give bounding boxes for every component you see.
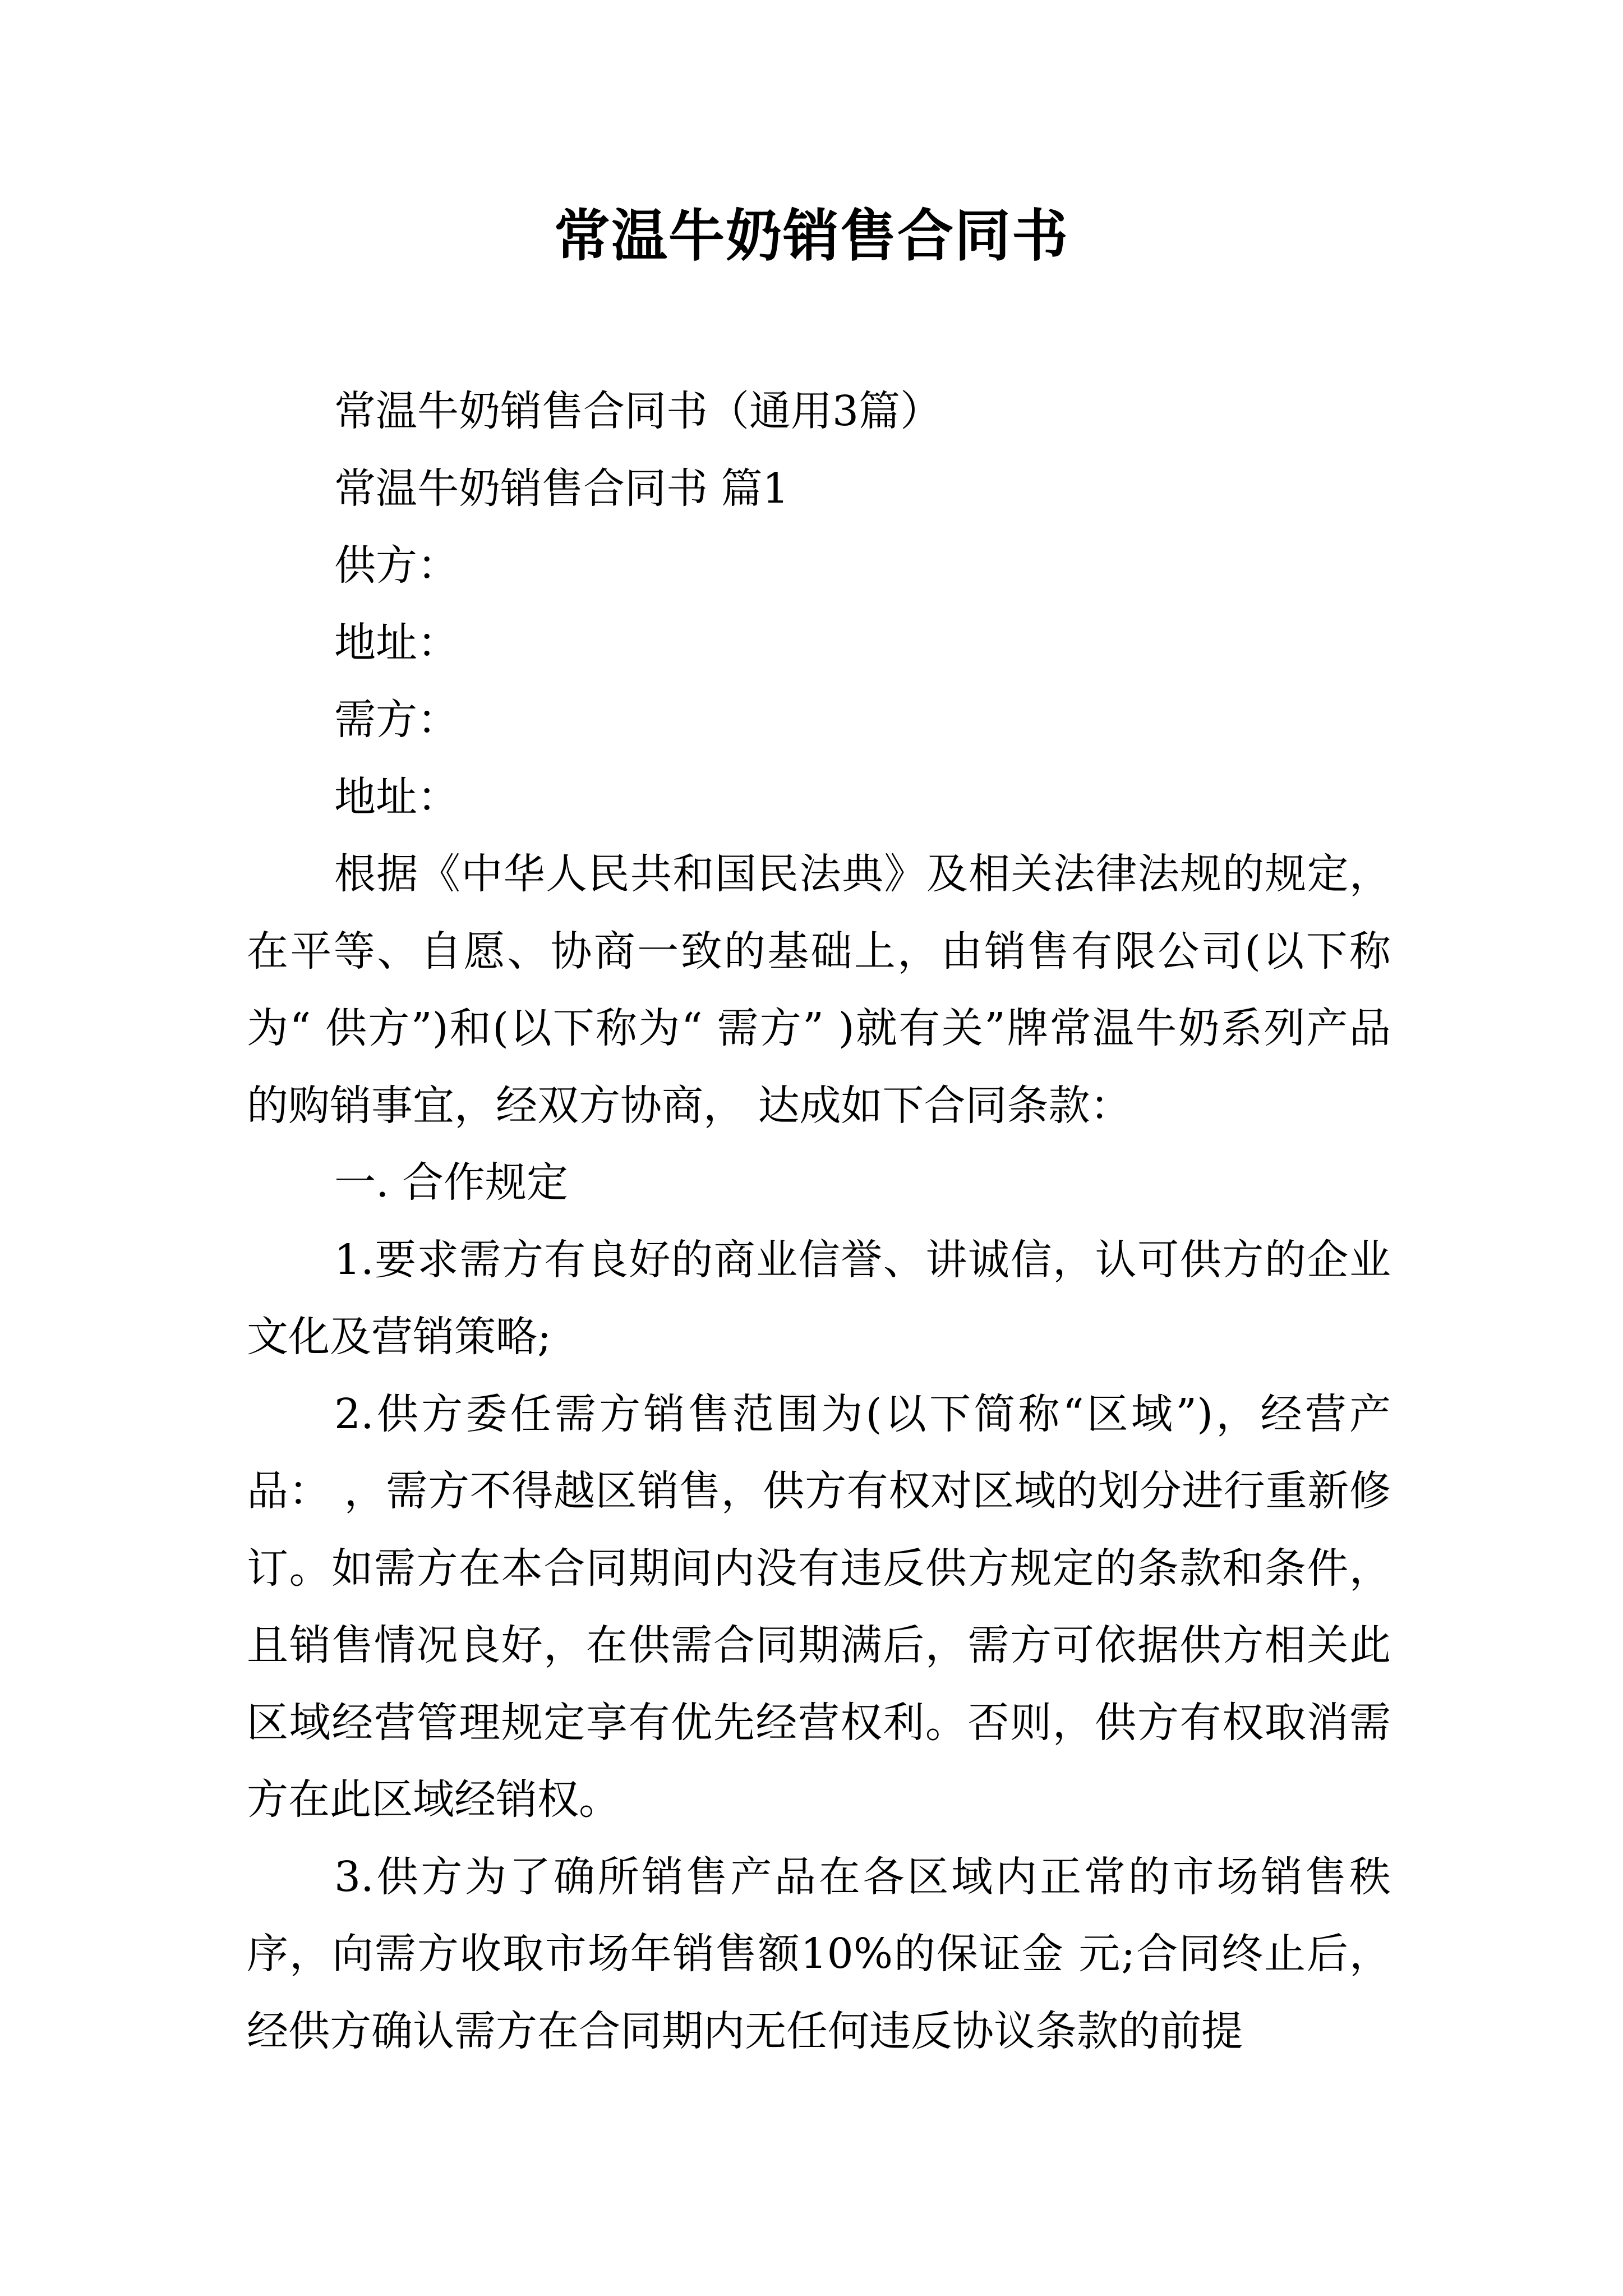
supplier-address-label: 地址： bbox=[334, 618, 459, 667]
preamble-paragraph: 根据《中华人民共和国民法典》及相关法律法规的规定，在平等、自愿、协商一致的基础上，由销售有限公司(以下称为“ 供方”)和(以下称为“ 需方” )就有关”牌常温牛奶系列产品的购销事宜，经双方协商， 达成如下合同条款： bbox=[247, 850, 1391, 1130]
clause-1-paragraph: 1.要求需方有良好的商业信誉、讲诚信，认可供方的企业文化及营销策略; bbox=[247, 1235, 1391, 1361]
clause-heading: 一. 合作规定 bbox=[334, 1158, 569, 1207]
supplier-label: 供方： bbox=[334, 541, 459, 590]
document-title: 常温牛奶销售合同书 bbox=[554, 203, 1069, 269]
section-heading: 常温牛奶销售合同书 篇1 bbox=[334, 464, 789, 513]
subtitle-line: 常温牛奶销售合同书（通用3篇） bbox=[334, 387, 942, 435]
buyer-address-label: 地址： bbox=[334, 772, 459, 821]
document-body bbox=[247, 373, 1391, 2070]
clause-3-paragraph: 3.供方为了确所销售产品在各区域内正常的市场销售秩序，向需方收取市场年销售额10%的保证金 元;合同终止后，经供方确认需方在合同期内无任何违反协议条款的前提 bbox=[247, 1852, 1391, 2055]
buyer-label: 需方： bbox=[334, 696, 459, 744]
clause-2-paragraph: 2.供方委任需方销售范围为(以下简称“区域”)，经营产品： ，需方不得越区销售，供方有权对区域的划分进行重新修订。如需方在本合同期间内没有违反供方规定的条款和条件，且销售情况良好，在供需合同期满后，需方可依据供方相关此区域经营管理规定享有优先经营权利。否则，供方有权取消需方在此区域经销权。 bbox=[247, 1389, 1391, 1824]
